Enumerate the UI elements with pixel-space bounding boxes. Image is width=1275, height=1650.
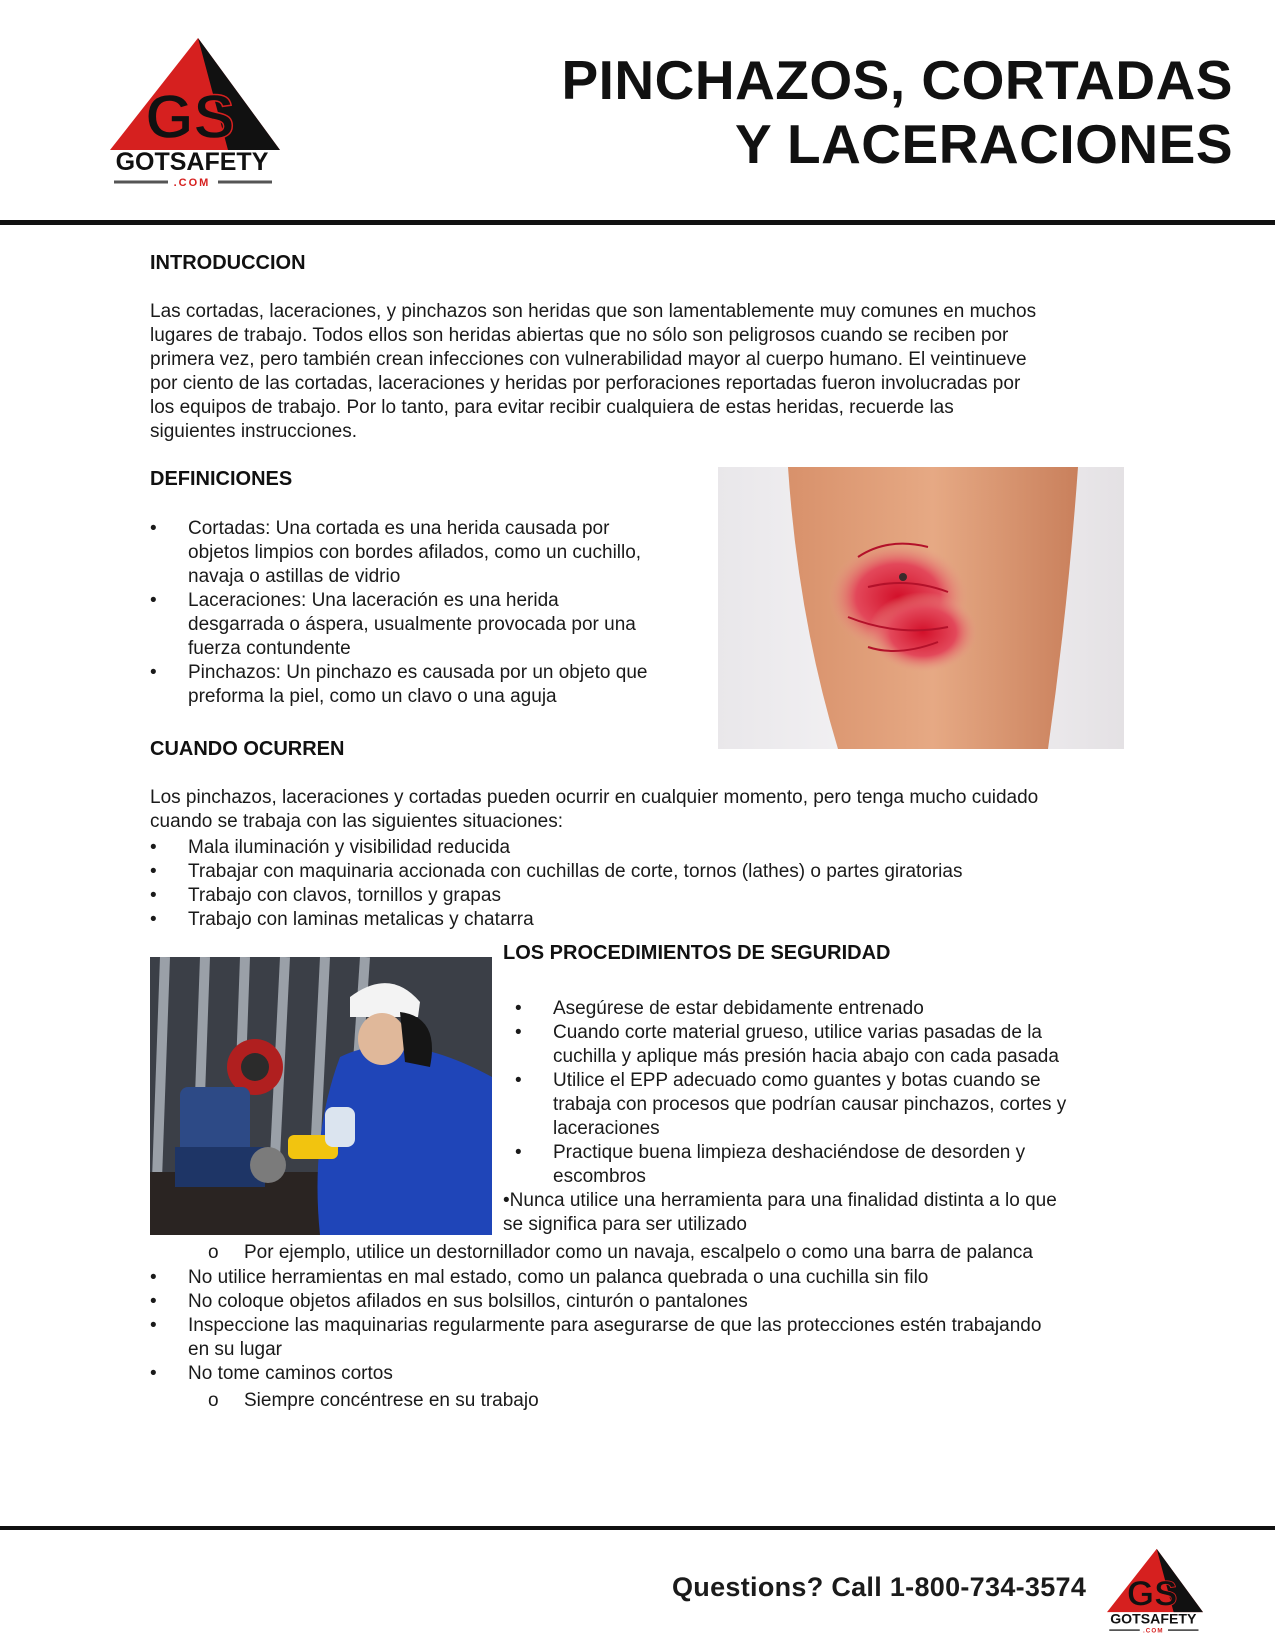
list-item-line: cuchilla y aplique más presión hacia abajo con cada pasada bbox=[553, 1046, 1059, 1067]
bullet: • bbox=[150, 1315, 157, 1336]
wound-photo bbox=[718, 467, 1124, 749]
procedures-list bbox=[515, 997, 1125, 1189]
list-item-line: escombros bbox=[553, 1166, 646, 1187]
last-subitem bbox=[150, 1389, 1150, 1413]
bullet: • bbox=[515, 1142, 522, 1163]
logo-monogram: GS bbox=[1126, 1574, 1178, 1614]
list-item-line: Practique buena limpieza deshaciéndose de desorden y bbox=[553, 1142, 1026, 1163]
intro-paragraph bbox=[150, 300, 1150, 444]
intro-line: primera vez, pero también crean infecciones con vulnerabilidad mayor al cuerpo humano. El veintinueve bbox=[150, 349, 1027, 370]
page-title bbox=[561, 48, 1233, 176]
list-item-line: desgarrada o áspera, usualmente provocada por una bbox=[188, 614, 636, 635]
intro-line: lugares de trabajo. Todos ellos son heridas abiertas que no sólo son peligrosos cuando se reciben por bbox=[150, 325, 1009, 346]
list-item-line: laceraciones bbox=[553, 1118, 660, 1139]
list-item-line: Cuando corte material grueso, utilice varias pasadas de la bbox=[553, 1022, 1042, 1043]
intro-line: los equipos de trabajo. Por lo tanto, para evitar recibir cualquiera de estas heridas, recuerde las bbox=[150, 397, 954, 418]
when-heading: CUANDO OCURREN bbox=[150, 738, 345, 760]
footer-divider bbox=[0, 1526, 1275, 1530]
sub-item-text: Siempre concéntrese en su trabajo bbox=[244, 1390, 539, 1411]
list-item bbox=[150, 1362, 1150, 1386]
list-item bbox=[515, 1141, 1125, 1189]
logo-wordmark: GOTSAFETY bbox=[115, 148, 269, 176]
list-item bbox=[150, 517, 710, 589]
list-item-line: Cortadas: Una cortada es una herida causada por bbox=[188, 518, 610, 539]
list-item-line: Inspeccione las maquinarias regularmente para asegurarse de que las protecciones estén trabajando bbox=[188, 1315, 1042, 1336]
procedures-heading: LOS PROCEDIMIENTOS DE SEGURIDAD bbox=[503, 942, 891, 964]
list-item bbox=[150, 589, 710, 661]
sub-bullet: o bbox=[208, 1242, 219, 1263]
list-item-line: Asegúrese de estar debidamente entrenado bbox=[553, 998, 924, 1019]
list-item bbox=[150, 1314, 1150, 1362]
example-subitem bbox=[150, 1241, 1150, 1265]
logo-domain: .COM bbox=[1142, 1627, 1164, 1635]
title-line-1: PINCHAZOS, CORTADAS bbox=[561, 49, 1233, 111]
when-paragraph bbox=[150, 786, 1150, 834]
gotsafety-logo-footer bbox=[1107, 1548, 1203, 1640]
list-item-line: Pinchazos: Un pinchazo es causada por un objeto que bbox=[188, 662, 648, 683]
list-item-line: navaja o astillas de vidrio bbox=[188, 566, 401, 587]
list-item bbox=[150, 860, 1150, 884]
list-item bbox=[515, 1069, 1125, 1141]
bullet: • bbox=[150, 909, 157, 930]
list-item bbox=[150, 661, 710, 709]
list-item-text: Trabajo con clavos, tornillos y grapas bbox=[188, 885, 501, 906]
bullet: • bbox=[150, 885, 157, 906]
list-item-text: Mala iluminación y visibilidad reducida bbox=[188, 837, 511, 858]
sub-item-text: Por ejemplo, utilice un destornillador como un navaja, escalpelo o como una barra de palanca bbox=[244, 1242, 1033, 1263]
when-line: Los pinchazos, laceraciones y cortadas pueden ocurrir en cualquier momento, pero tenga mucho cuidado bbox=[150, 787, 1039, 808]
bullet: • bbox=[150, 518, 157, 539]
list-item-line: trabaja con procesos que podrían causar pinchazos, cortes y bbox=[553, 1094, 1067, 1115]
list-item-line: fuerza contundente bbox=[188, 638, 351, 659]
list-item-line: se significa para ser utilizado bbox=[503, 1214, 747, 1235]
when-list bbox=[150, 836, 1150, 932]
footer-phone: Questions? Call 1-800-734-3574 bbox=[672, 1572, 1087, 1602]
list-item-line: en su lugar bbox=[188, 1339, 283, 1360]
bullet: • bbox=[515, 998, 522, 1019]
bullet: • bbox=[515, 1022, 522, 1043]
list-item-line: objetos limpios con bordes afilados, como un cuchillo, bbox=[188, 542, 642, 563]
bullet: • bbox=[150, 861, 157, 882]
list-item-line: No tome caminos cortos bbox=[188, 1363, 393, 1384]
header-divider bbox=[0, 220, 1275, 225]
list-item bbox=[150, 1266, 1150, 1290]
title-line-2: Y LACERACIONES bbox=[735, 113, 1233, 175]
bullet: • bbox=[150, 1267, 157, 1288]
list-item bbox=[150, 884, 1150, 908]
intro-heading: INTRODUCCION bbox=[150, 252, 306, 274]
gotsafety-logo bbox=[110, 38, 280, 198]
list-item-line: Laceraciones: Una laceración es una herida bbox=[188, 590, 559, 611]
worker-grinding-photo bbox=[150, 957, 492, 1235]
procedures-more-list bbox=[150, 1266, 1150, 1386]
definitions-list bbox=[150, 517, 710, 709]
bullet: • bbox=[150, 662, 157, 683]
list-item bbox=[150, 836, 1150, 860]
logo-wordmark: GOTSAFETY bbox=[1110, 1610, 1197, 1627]
bullet: • bbox=[150, 1291, 157, 1312]
intro-line: Las cortadas, laceraciones, y pinchazos son heridas que son lamentablemente muy comunes en muchos bbox=[150, 301, 1037, 322]
logo-domain: .COM bbox=[173, 177, 211, 189]
intro-line: siguientes instrucciones. bbox=[150, 421, 357, 442]
bullet: • bbox=[503, 1190, 510, 1211]
list-item-line: No coloque objetos afilados en sus bolsillos, cinturón o pantalones bbox=[188, 1291, 748, 1312]
bullet: • bbox=[150, 590, 157, 611]
list-item-line: Utilice el EPP adecuado como guantes y botas cuando se bbox=[553, 1070, 1041, 1091]
list-item-text: Trabajo con laminas metalicas y chatarra bbox=[188, 909, 534, 930]
when-line: cuando se trabaja con las siguientes situaciones: bbox=[150, 811, 563, 832]
list-item bbox=[150, 908, 1150, 932]
bullet: • bbox=[150, 837, 157, 858]
logo-monogram: GS bbox=[145, 83, 235, 152]
inline-bullet-item bbox=[503, 1189, 1143, 1237]
list-item bbox=[150, 1290, 1150, 1314]
list-item-line: No utilice herramientas en mal estado, como un palanca quebrada o una cuchilla sin filo bbox=[188, 1267, 929, 1288]
list-item-line: preforma la piel, como un clavo o una aguja bbox=[188, 686, 557, 707]
list-item bbox=[515, 1021, 1125, 1069]
list-item bbox=[515, 997, 1125, 1021]
definitions-heading: DEFINICIONES bbox=[150, 468, 293, 490]
bullet: • bbox=[150, 1363, 157, 1384]
list-item-text: Trabajar con maquinaria accionada con cuchillas de corte, tornos (lathes) o partes giratorias bbox=[188, 861, 963, 882]
list-item-line: Nunca utilice una herramienta para una finalidad distinta a lo que bbox=[509, 1190, 1057, 1211]
bullet: • bbox=[515, 1070, 522, 1091]
sub-bullet: o bbox=[208, 1390, 219, 1411]
intro-line: por ciento de las cortadas, laceraciones y heridas por perforaciones reportadas fueron involucradas por bbox=[150, 373, 1021, 394]
